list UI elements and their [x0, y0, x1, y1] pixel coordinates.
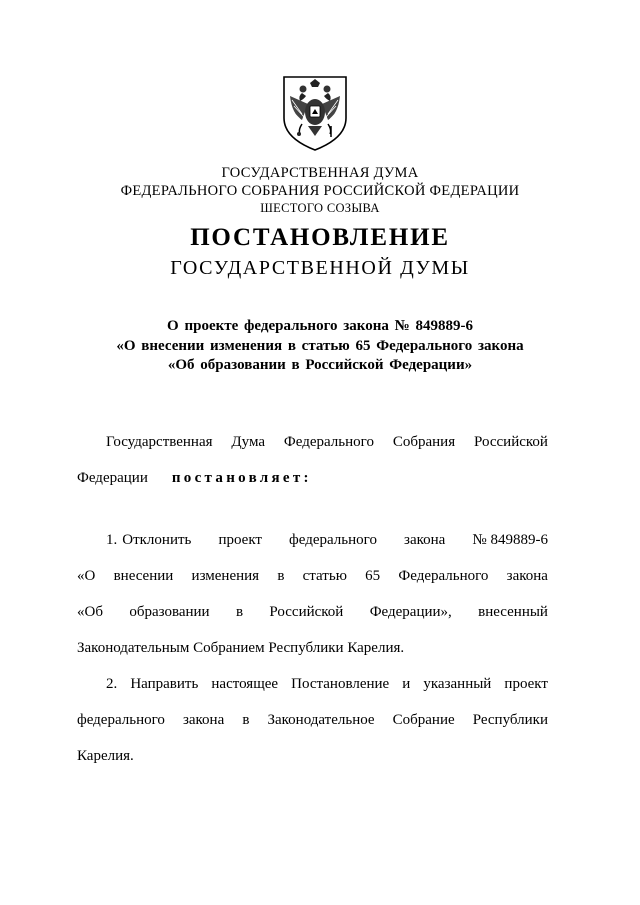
word: № 849889-6: [472, 532, 548, 548]
word: закона: [506, 568, 548, 584]
word: закона: [404, 532, 446, 548]
word: Отклонить: [122, 532, 192, 548]
word: 65: [365, 568, 381, 584]
word: Федерации»,: [369, 604, 452, 620]
word: Российской: [474, 434, 548, 450]
word: Республики: [472, 712, 548, 728]
word: 1.: [106, 532, 118, 548]
word: в: [235, 604, 244, 620]
word: федерального: [289, 532, 377, 548]
convocation: ШЕСТОГО СОЗЫВА: [260, 201, 380, 215]
org-name-line2: ФЕДЕРАЛЬНОГО СОБРАНИЯ РОССИЙСКОЙ ФЕДЕРАЦИИ: [120, 183, 520, 199]
preamble-text: Федерации: [77, 470, 148, 486]
word: и: [402, 676, 411, 692]
word: изменения: [191, 568, 260, 584]
word: Постановление: [291, 676, 390, 692]
preamble-line1: [106, 434, 548, 451]
word: Законодательное: [267, 712, 375, 728]
word: образовании: [129, 604, 210, 620]
resolves-keyword: постановляет:: [171, 470, 312, 486]
coat-of-arms-icon: [280, 74, 350, 152]
item2-line3: Карелия.: [77, 748, 134, 764]
word: статью: [302, 568, 347, 584]
word: проект: [504, 676, 548, 692]
word: Российской: [269, 604, 344, 620]
item1-line4: Законодательным Собранием Республики Карелия.: [77, 640, 405, 656]
document-title: ПОСТАНОВЛЕНИЕ: [190, 224, 450, 251]
word: в: [277, 568, 285, 584]
word: Собрания: [392, 434, 456, 450]
word: в: [242, 712, 250, 728]
word: «Об: [77, 604, 103, 620]
word: «О: [77, 568, 96, 584]
word: внесенный: [478, 604, 548, 620]
word: Федерального: [283, 434, 374, 450]
word: Направить: [130, 676, 199, 692]
word: закона: [182, 712, 225, 728]
item1-line3: [77, 604, 548, 621]
word: настоящее: [211, 676, 279, 692]
word: Дума: [231, 434, 266, 450]
subject-line1: О проекте федерального закона № 849889-6: [167, 318, 473, 334]
subject-line3: «Об образовании в Российской Федерации»: [167, 357, 473, 373]
preamble-line2: [77, 470, 548, 487]
word: 2.: [106, 676, 118, 692]
word: Государственная: [106, 434, 213, 450]
item1-line1: [106, 532, 548, 549]
item1-line2: [77, 568, 548, 585]
document-subtitle: ГОСУДАРСТВЕННОЙ ДУМЫ: [170, 257, 470, 279]
word: внесении: [113, 568, 174, 584]
word: указанный: [423, 676, 492, 692]
word: Собрание: [392, 712, 455, 728]
item2-line2: [77, 712, 548, 729]
word: проект: [218, 532, 262, 548]
org-name-line1: ГОСУДАРСТВЕННАЯ ДУМА: [221, 165, 419, 181]
subject-line2: «О внесении изменения в статью 65 Федерального закона: [116, 338, 524, 354]
word: федерального: [77, 712, 165, 728]
word: Федерального: [398, 568, 489, 584]
item2-line1: [106, 676, 548, 693]
